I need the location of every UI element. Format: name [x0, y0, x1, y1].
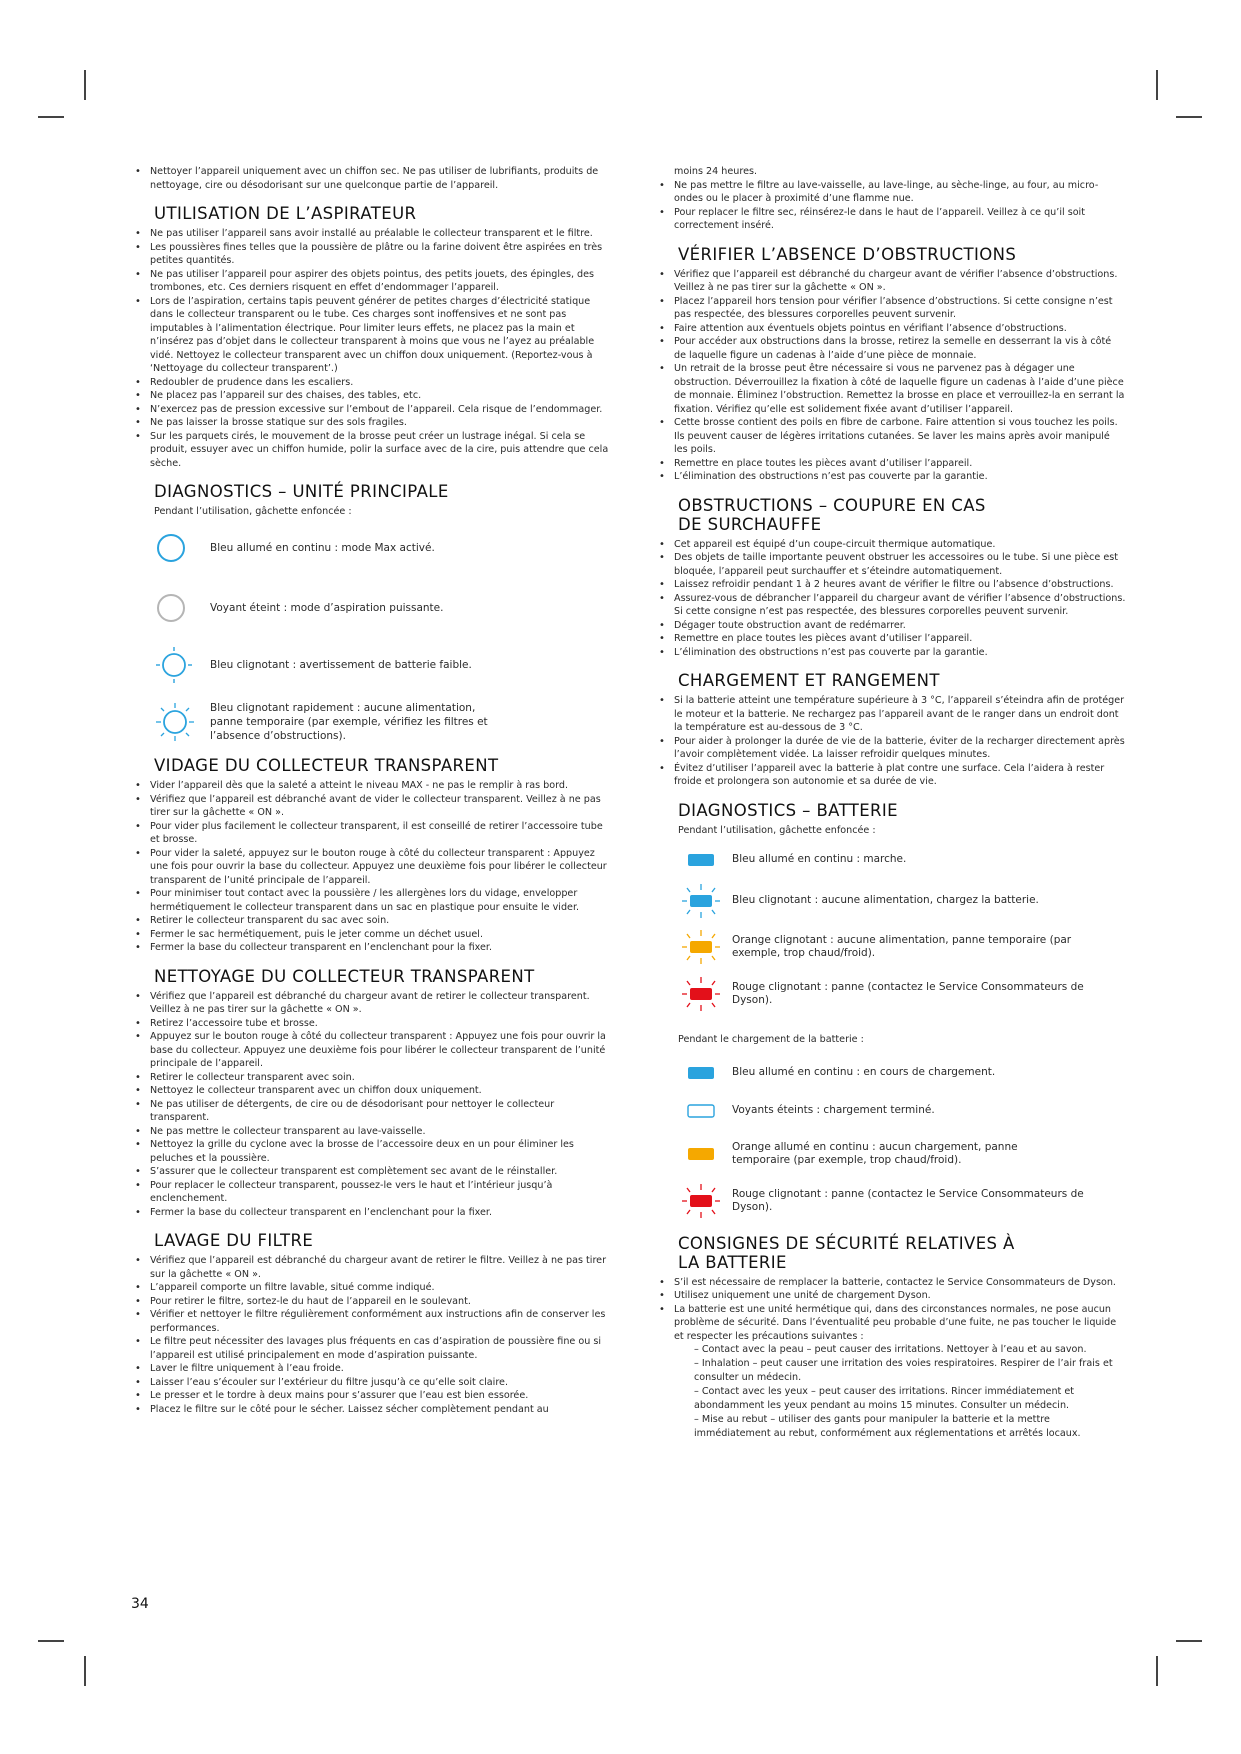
grey-ring-icon: [154, 591, 210, 625]
battery-text: Orange allumé en continu : aucun chargement, panne temporaire (par exemple, trop chaud/froid).: [732, 1140, 1018, 1166]
battery-intro-use: Pendant l’utilisation, gâchette enfoncée :: [678, 824, 876, 836]
diagnostic-text: Voyant éteint : mode d’aspiration puissante.: [210, 602, 444, 614]
list-item: • Les poussières fines telles que la poussière de plâtre ou la farine doivent être aspirées en très petites quantités.: [132, 241, 610, 268]
list-item: • Remettre en place toutes les pièces avant d’utiliser l’appareil.: [656, 457, 1126, 471]
verifier-list: [656, 268, 1126, 484]
list-item: • Un retrait de la brosse peut être nécessaire si vous ne parvenez pas à dégager une obstruction. Déverrouillez la fixation à côté de laquelle figure un cadenas à l’aide d’une pièce de monnaie. Éliminez l’obstruction. Remettez la brosse en place et verrouillez-la en serrant la fixation. Vérifiez qu’elle est solidement fixée avant d’utiliser l’appareil.: [656, 362, 1126, 416]
battery-text: Bleu allumé en continu : marche.: [732, 853, 907, 865]
list-item: • Si la batterie atteint une température supérieure à 3 °C, l’appareil s’éteindra afin de protéger le moteur et la batterie. Ne rechargez pas l’appareil avant de le ranger dans un endroit dont la température est au-dessous de 3 °C.: [656, 694, 1126, 735]
list-item: • Ne pas mettre le collecteur transparent au lave-vaisselle.: [132, 1125, 610, 1139]
list-item: • Laver le filtre uniquement à l’eau froide.: [132, 1362, 610, 1376]
chargement-list: [656, 694, 1126, 789]
diagnostic-row: [154, 518, 610, 578]
battery-row: [678, 1054, 1126, 1092]
section-title-chargement: CHARGEMENT ET RANGEMENT: [678, 671, 940, 690]
section-title-obstructions: OBSTRUCTIONS – COUPURE EN CAS: [678, 495, 986, 515]
list-item: • La batterie est une unité hermétique qui, dans des circonstances normales, ne pose aucun problème de sécurité. Dans l’éventualité peu probable d’une fuite, ne pas toucher le liquide et respecter les précautions suivantes :: [656, 1303, 1126, 1344]
nettoyage-list: [132, 990, 610, 1220]
list-item: • S’il est nécessaire de remplacer la batterie, contactez le Service Consommateurs de Dyson.: [656, 1276, 1126, 1290]
section-title-diagnostics-battery: DIAGNOSTICS – BATTERIE: [678, 800, 899, 820]
list-item: • Placez le filtre sur le côté pour le sécher. Laissez sécher complètement pendant au: [132, 1403, 610, 1417]
section-title-utilisation: UTILISATION DE L’ASPIRATEUR: [154, 204, 417, 223]
section-title-diagnostics-main: DIAGNOSTICS – UNITÉ PRINCIPALE: [154, 482, 449, 501]
list-item: • Nettoyez le collecteur transparent avec un chiffon doux uniquement.: [132, 1084, 610, 1098]
battery-text: Rouge clignotant : panne (contactez le Service Consommateurs de Dyson).: [732, 1187, 1084, 1213]
red-flashing-light-icon: [678, 1183, 724, 1219]
continued-line: moins 24 heures.: [674, 166, 758, 177]
list-item: • Cette brosse contient des poils en fibre de carbone. Faire attention si vous touchez les poils. Ils peuvent causer de légères irritations cutanées. Se laver les mains après avoir manipulé les poils.: [656, 416, 1126, 457]
list-item: • L’élimination des obstructions n’est pas couverte par la garantie.: [656, 646, 1126, 660]
list-item: • Pour replacer le collecteur transparent, poussez-le vers le haut et l’intérieur jusqu’à enclenchement.: [132, 1179, 610, 1206]
list-item: • Ne pas mettre le filtre au lave-vaisselle, au lave-linge, au sèche-linge, au four, au micro-ondes ou le placer à proximité d’une flamme nue.: [656, 179, 1126, 206]
list-item: • Laissez refroidir pendant 1 à 2 heures avant de vérifier le filtre ou l’absence d’obstructions.: [656, 578, 1126, 592]
blue-flashing-ring-icon: [154, 645, 210, 685]
diagnostic-row: [154, 692, 610, 752]
orange-solid-light-icon: [678, 1146, 724, 1162]
list-item: • Cet appareil est équipé d’un coupe-circuit thermique automatique.: [656, 538, 1126, 552]
crop-mark: [84, 1656, 86, 1686]
lavage-list: [132, 1254, 610, 1416]
battery-text: Bleu allumé en continu : en cours de chargement.: [732, 1066, 996, 1078]
list-item: • Ne pas utiliser de détergents, de cire ou de désodorisant pour nettoyer le collecteur transparent.: [132, 1098, 610, 1125]
battery-row: [678, 879, 1126, 923]
list-item: • Ne pas laisser la brosse statique sur des sols fragiles.: [132, 416, 610, 430]
red-flashing-light-icon: [678, 976, 724, 1012]
precaution-item: – Inhalation – peut causer une irritation des voies respiratoires. Respirer de l’air frais et consulter un médecin.: [694, 1358, 1113, 1383]
crop-mark: [38, 1640, 64, 1642]
battery-text: Orange clignotant : aucune alimentation, panne temporaire (par exemple, trop chaud/froid).: [732, 933, 1072, 959]
section-title-verifier: VÉRIFIER L’ABSENCE D’OBSTRUCTIONS: [678, 244, 1017, 264]
diagnostic-row: [154, 638, 610, 692]
intro-list: [132, 165, 610, 192]
battery-row: [678, 971, 1126, 1017]
blue-solid-light-icon: [678, 1065, 724, 1081]
battery-row: [678, 1092, 1126, 1130]
list-item: • Pour replacer le filtre sec, réinsérez-le dans le haut de l’appareil. Veillez à ce qu’il soit correctement inséré.: [656, 206, 1126, 233]
precaution-item: – Contact avec les yeux – peut causer des irritations. Rincer immédiatement et abondamment les yeux pendant au moins 15 minutes. Consulter un médecin.: [694, 1386, 1075, 1411]
battery-text: Rouge clignotant : panne (contactez le Service Consommateurs de Dyson).: [732, 980, 1084, 1006]
list-item: • Le filtre peut nécessiter des lavages plus fréquents en cas d’aspiration de poussière fine ou si l’appareil est utilisé principalement en mode d’aspiration puissante.: [132, 1335, 610, 1362]
securite-list: [656, 1276, 1126, 1344]
list-item: • S’assurer que le collecteur transparent est complètement sec avant de le réinstaller.: [132, 1165, 610, 1179]
left-column: [132, 165, 610, 1416]
diagnostic-text: Bleu clignotant : avertissement de batterie faible.: [210, 659, 472, 671]
list-item: • Vérifiez que l’appareil est débranché avant de vider le collecteur transparent. Veillez à ne pas tirer sur la gâchette « ON ».: [132, 793, 610, 820]
list-item: • Placez l’appareil hors tension pour vérifier l’absence d’obstructions. Si cette consigne n’est pas respectée, des blessures corporelles peuvent survenir.: [656, 295, 1126, 322]
list-item: • Pour retirer le filtre, sortez-le du haut de l’appareil en le soulevant.: [132, 1295, 610, 1309]
crop-mark: [84, 70, 86, 100]
obstructions-list: [656, 538, 1126, 660]
list-item: • Ne pas utiliser l’appareil sans avoir installé au préalable le collecteur transparent et le filtre.: [132, 227, 610, 241]
list-item: • Redoubler de prudence dans les escaliers.: [132, 376, 610, 390]
list-item: • Remettre en place toutes les pièces avant d’utiliser l’appareil.: [656, 632, 1126, 646]
list-item: • Ne pas utiliser l’appareil pour aspirer des objets pointus, des petits jouets, des épingles, des trombones, etc. Ces derniers risquent en effet d’endommager l’appareil.: [132, 268, 610, 295]
section-title-nettoyage: NETTOYAGE DU COLLECTEUR TRANSPARENT: [154, 966, 535, 986]
list-item: • Retirer le collecteur transparent du sac avec soin.: [132, 914, 610, 928]
section-title-obstructions-line2: DE SURCHAUFFE: [678, 514, 822, 534]
list-item: • Vérifiez que l’appareil est débranché du chargeur avant de retirer le collecteur transparent. Veillez à ne pas tirer sur la gâchette « ON ».: [132, 990, 610, 1017]
list-item: • Laisser l’eau s’écouler sur l’extérieur du filtre jusqu’à ce qu’elle soit claire.: [132, 1376, 610, 1390]
list-item: • Sur les parquets cirés, le mouvement de la brosse peut créer un lustrage inégal. Si cela se produit, essuyer avec un chiffon humide, polir la surface avec de la cire, puis attendre que cela sèche.: [132, 430, 610, 471]
precaution-item: – Contact avec la peau – peut causer des irritations. Nettoyer à l’eau et au savon.: [694, 1344, 1087, 1355]
vidage-list: [132, 779, 610, 955]
battery-intro-charge: Pendant le chargement de la batterie :: [678, 1033, 864, 1045]
list-item: • Vérifiez que l’appareil est débranché du chargeur avant de retirer le filtre. Veillez à ne pas tirer sur la gâchette « ON ».: [132, 1254, 610, 1281]
list-item: • Retirez l’accessoire tube et brosse.: [132, 1017, 610, 1031]
list-item: • Pour vider plus facilement le collecteur transparent, il est conseillé de retirer l’accessoire tube et brosse.: [132, 820, 610, 847]
blue-ring-icon: [154, 531, 210, 565]
list-item: • Fermer le sac hermétiquement, puis le jeter comme un déchet usuel.: [132, 928, 610, 942]
diagnostic-row: [154, 578, 610, 638]
list-item: • Pour aider à prolonger la durée de vie de la batterie, éviter de la recharger directement après l’avoir complètement vidée. La laisser refroidir quelques minutes.: [656, 735, 1126, 762]
list-item: • Pour vider la saleté, appuyez sur le bouton rouge à côté du collecteur transparent : Appuyez une fois pour ouvrir la base du collecteur. Appuyez une deuxième fois pour libérer le collecteur transparent de l’unité principale de l’appareil.: [132, 847, 610, 888]
list-item: • Le presser et le tordre à deux mains pour s’assurer que l’eau est bien essorée.: [132, 1389, 610, 1403]
list-item: • Utilisez uniquement une unité de chargement Dyson.: [656, 1289, 1126, 1303]
list-item: • Ne placez pas l’appareil sur des chaises, des tables, etc.: [132, 389, 610, 403]
crop-mark: [1156, 70, 1158, 100]
list-item: • N’exercez pas de pression excessive sur l’embout de l’appareil. Cela risque de l’endommager.: [132, 403, 610, 417]
list-item: • Assurez-vous de débrancher l’appareil du chargeur avant de vérifier l’absence d’obstructions. Si cette consigne n’est pas respectée, des blessures corporelles peuvent survenir.: [656, 592, 1126, 619]
blue-solid-light-icon: [678, 852, 724, 868]
list-item: • Dégager toute obstruction avant de redémarrer.: [656, 619, 1126, 633]
blue-fast-flashing-ring-icon: [154, 701, 210, 743]
list-item: • Nettoyez la grille du cyclone avec la brosse de l’accessoire deux en un pour éliminer les peluches et la poussière.: [132, 1138, 610, 1165]
battery-row: [678, 1178, 1126, 1224]
section-title-securite: CONSIGNES DE SÉCURITÉ RELATIVES À: [678, 1233, 1015, 1253]
light-off-icon: [678, 1103, 724, 1119]
list-item: • Vérifiez que l’appareil est débranché du chargeur avant de vérifier l’absence d’obstructions. Veillez à ne pas tirer sur la gâchette « ON ».: [656, 268, 1126, 295]
crop-mark: [1156, 1656, 1158, 1686]
battery-text: Bleu clignotant : aucune alimentation, chargez la batterie.: [732, 894, 1039, 906]
list-item: • Vérifier et nettoyer le filtre régulièrement conformément aux instructions afin de conserver les performances.: [132, 1308, 610, 1335]
lavage-continued-list: [656, 179, 1126, 233]
list-item: • Évitez d’utiliser l’appareil avec la batterie à plat contre une surface. Cela l’aidera à rester froide et prolongera son autonomie et sa durée de vie.: [656, 762, 1126, 789]
utilisation-list: [132, 227, 610, 470]
list-item: • Vider l’appareil dès que la saleté a atteint le niveau MAX - ne pas le remplir à ras bord.: [132, 779, 610, 793]
list-item: • Des objets de taille importante peuvent obstruer les accessoires ou le tube. Si une pièce est bloquée, l’appareil peut surchauffer et s’éteindre automatiquement.: [656, 551, 1126, 578]
crop-mark: [1176, 1640, 1202, 1642]
diagnostic-text: Bleu clignotant rapidement : aucune alimentation, panne temporaire (par exemple, vérifiez les filtres et l’absence d’obstructions).: [210, 702, 488, 742]
list-item: • Fermer la base du collecteur transparent en l’enclenchant pour la fixer.: [132, 1206, 610, 1220]
section-title-vidage: VIDAGE DU COLLECTEUR TRANSPARENT: [154, 756, 499, 775]
orange-flashing-light-icon: [678, 929, 724, 965]
blue-flashing-light-icon: [678, 883, 724, 919]
precaution-item: – Mise au rebut – utiliser des gants pour manipuler la batterie et la mettre immédiatement au rebut, conformément aux réglementations et arrêtés locaux.: [694, 1414, 1081, 1439]
section-title-lavage: LAVAGE DU FILTRE: [154, 1231, 314, 1250]
battery-row: [678, 923, 1126, 971]
list-item: • L’élimination des obstructions n’est pas couverte par la garantie.: [656, 470, 1126, 484]
right-column: [656, 165, 1126, 1441]
list-item: • Appuyez sur le bouton rouge à côté du collecteur transparent : Appuyez une fois pour ouvrir la base du collecteur. Appuyez une deuxième fois pour libérer le collecteur transparent de l’unité principale de l’appareil.: [132, 1030, 610, 1071]
battery-text: Voyants éteints : chargement terminé.: [732, 1104, 935, 1116]
list-item: • Pour accéder aux obstructions dans la brosse, retirez la semelle en desserrant la vis à côté de laquelle figure un cadenas à l’aide d’une pièce de monnaie.: [656, 335, 1126, 362]
list-item: • Lors de l’aspiration, certains tapis peuvent générer de petites charges d’électricité statique dans le collecteur transparent ou le tube. Ces charges sont inoffensives et ne sont pas imputables à l’alimentation électrique. Pour limiter leurs effets, ne placez pas la main et n’insérez pas d’objet dans le collecteur transparent à moins que vous ne l’ayez au préalable vidé. Nettoyez le collecteur transparent avec un chiffon doux uniquement. (Reportez-vous à ‘Nettoyage du collecteur transparent’.): [132, 295, 610, 376]
page-number: 34: [131, 1596, 149, 1612]
list-item: • L’appareil comporte un filtre lavable, situé comme indiqué.: [132, 1281, 610, 1295]
list-item: • Nettoyer l’appareil uniquement avec un chiffon sec. Ne pas utiliser de lubrifiants, produits de nettoyage, cire ou désodorisant sur une quelconque partie de l’appareil.: [132, 165, 610, 192]
crop-mark: [1176, 116, 1202, 118]
battery-row: [678, 841, 1126, 879]
list-item: • Retirer le collecteur transparent avec soin.: [132, 1071, 610, 1085]
battery-row: [678, 1130, 1126, 1178]
crop-mark: [38, 116, 64, 118]
section-title-securite-line2: LA BATTERIE: [678, 1252, 787, 1272]
list-item: • Faire attention aux éventuels objets pointus en vérifiant l’absence d’obstructions.: [656, 322, 1126, 336]
diagnostics-intro: Pendant l’utilisation, gâchette enfoncée :: [154, 506, 352, 517]
list-item: • Pour minimiser tout contact avec la poussière / les allergènes lors du vidage, envelopper hermétiquement le collecteur transparent dans un sac en plastique pour ensuite le vider.: [132, 887, 610, 914]
list-item: • Fermer la base du collecteur transparent en l’enclenchant pour la fixer.: [132, 941, 610, 955]
diagnostic-text: Bleu allumé en continu : mode Max activé.: [210, 542, 435, 554]
